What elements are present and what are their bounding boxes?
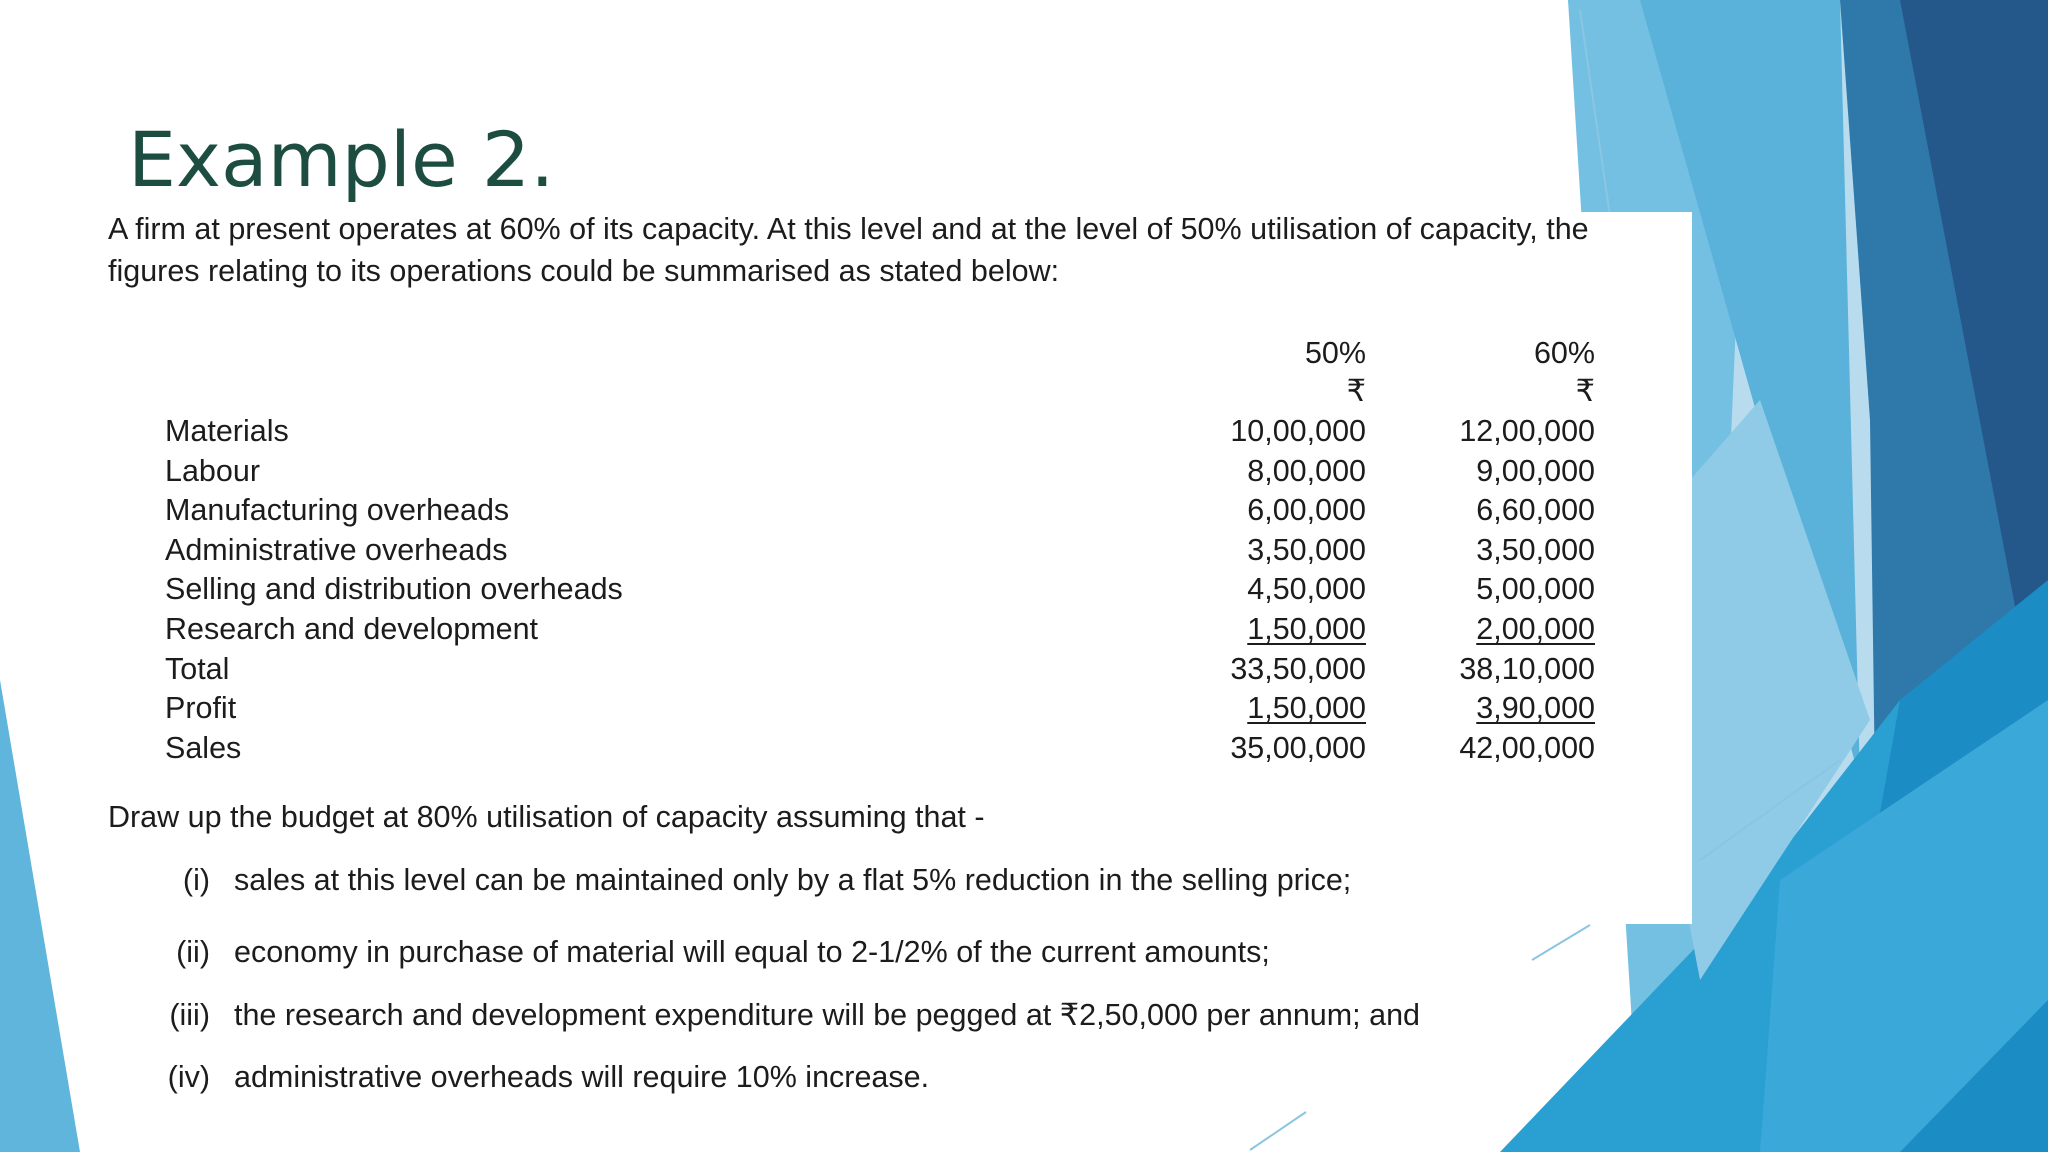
- row-value-50: 1,50,000: [1247, 611, 1366, 646]
- condition-number: (iii): [169, 998, 210, 1032]
- condition-text: the research and development expenditure will be pegged at ₹2,50,000 per annum; and: [234, 998, 1421, 1032]
- row-value-50: 3,50,000: [1247, 532, 1366, 567]
- row-value-60: 38,10,000: [1459, 651, 1595, 686]
- table-row: [0, 729, 2048, 769]
- row-value-60: 3,50,000: [1476, 532, 1595, 567]
- column-header-60: [1395, 334, 1595, 410]
- condition-item: [0, 930, 2048, 974]
- table-row: [0, 650, 2048, 690]
- table-row: [0, 452, 2048, 492]
- column-header-50: [1166, 334, 1366, 410]
- row-value-50: 35,00,000: [1230, 730, 1366, 765]
- table-row: [0, 531, 2048, 571]
- row-value-50: 33,50,000: [1230, 651, 1366, 686]
- condition-item: [0, 858, 2048, 902]
- table-row: [0, 689, 2048, 729]
- figures-table: [0, 412, 2048, 768]
- row-label: Materials: [165, 414, 289, 448]
- row-label: Manufacturing overheads: [165, 493, 510, 528]
- instruction-text: Draw up the budget at 80% utilisation of capacity assuming that -: [108, 800, 985, 834]
- row-value-60: 12,00,000: [1459, 414, 1595, 448]
- condition-text: economy in purchase of material will equal to 2-1/2% of the current amounts;: [234, 935, 1270, 969]
- row-value-50: 4,50,000: [1247, 572, 1366, 607]
- row-value-60: 2,00,000: [1476, 611, 1595, 646]
- intro-paragraph: A firm at present operates at 60% of its capacity. At this level and at the level of 50% utilisation of capacity, the figures relating to its operations could be summarised as stated below:: [108, 212, 1589, 288]
- condition-item: [0, 993, 2048, 1037]
- condition-text: sales at this level can be maintained only by a flat 5% reduction in the selling price;: [234, 863, 1352, 897]
- row-value-50: 1,50,000: [1247, 691, 1366, 726]
- table-row: [0, 412, 2048, 452]
- row-label: Selling and distribution overheads: [165, 572, 623, 607]
- row-label: Total: [165, 651, 230, 686]
- thin-line-4: [1250, 1112, 1306, 1150]
- row-value-50: 8,00,000: [1247, 453, 1366, 488]
- column-percent-60: 60%: [1533, 336, 1595, 370]
- slide-title: Example 2.: [128, 115, 555, 204]
- row-label: Administrative overheads: [165, 532, 508, 567]
- column-currency-50: ₹: [1346, 374, 1366, 408]
- condition-item: [0, 1055, 2048, 1099]
- row-label: Profit: [165, 691, 237, 726]
- condition-number: (i): [182, 863, 210, 897]
- row-label: Sales: [165, 730, 242, 765]
- column-percent-50: 50%: [1304, 336, 1366, 370]
- table-row: [0, 491, 2048, 531]
- table-row: [0, 570, 2048, 610]
- row-value-60: 6,60,000: [1476, 493, 1595, 528]
- table-row: [0, 610, 2048, 650]
- row-value-60: 5,00,000: [1476, 572, 1595, 607]
- row-value-50: 10,00,000: [1230, 414, 1366, 448]
- row-value-60: 42,00,000: [1459, 730, 1595, 765]
- row-value-50: 6,00,000: [1247, 493, 1366, 528]
- row-value-60: 9,00,000: [1476, 453, 1595, 488]
- condition-number: (iv): [167, 1060, 210, 1094]
- condition-number: (ii): [176, 935, 210, 969]
- column-currency-60: ₹: [1575, 374, 1595, 408]
- row-value-60: 3,90,000: [1476, 691, 1595, 726]
- row-label: Labour: [165, 453, 260, 488]
- condition-text: administrative overheads will require 10% increase.: [234, 1060, 930, 1094]
- row-label: Research and development: [165, 611, 539, 646]
